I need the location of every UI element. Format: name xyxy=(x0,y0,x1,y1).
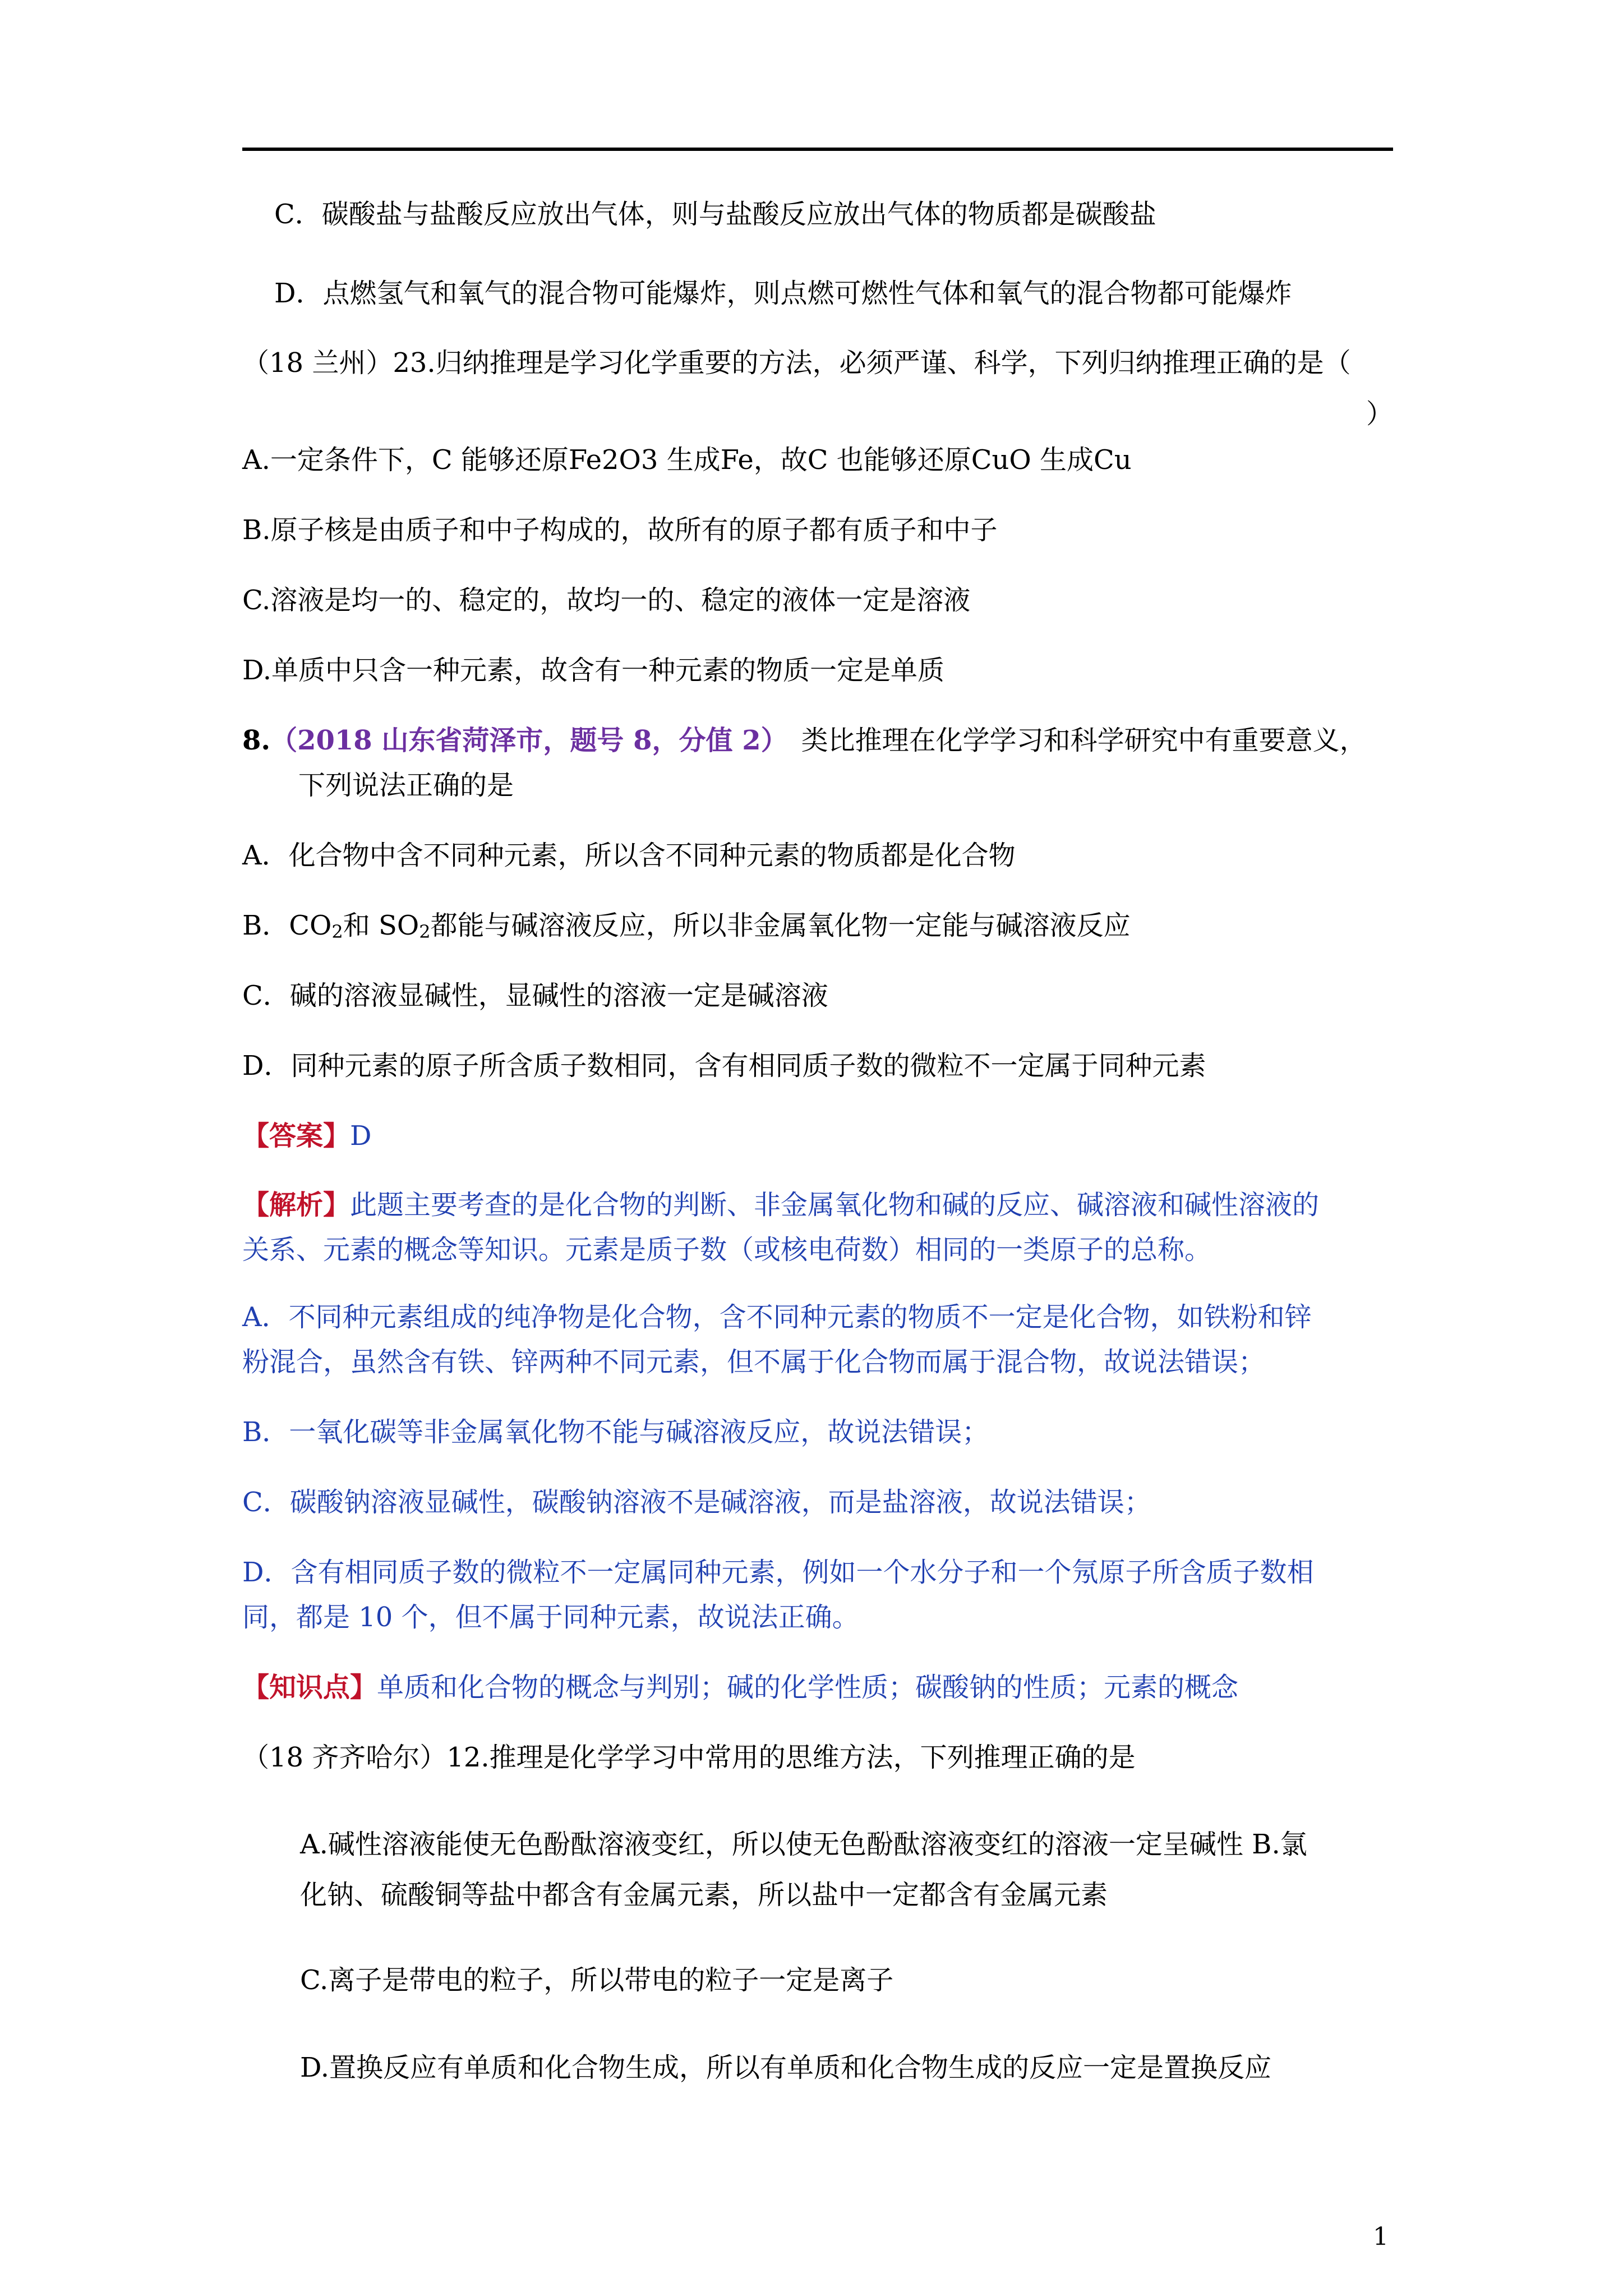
prev-option-d: D．点燃氢气和氧气的混合物可能爆炸，则点燃可燃性气体和氧气的混合物都可能爆炸 xyxy=(274,278,1292,309)
heze-option-a: A．化合物中含不同种元素，所以含不同种元素的物质都是化合物 xyxy=(242,840,1016,871)
lanzhou-close-paren: ） xyxy=(1366,398,1393,430)
analysis-line-1 xyxy=(242,1188,1319,1222)
answer-label: 【答案】 xyxy=(242,1120,351,1152)
qiqihar-option-ab-line-2: 化钠、硫酸铜等盐中都含有金属元素，所以盐中一定都含有金属元素 xyxy=(300,1879,1108,1911)
knowledge-point-label: 【知识点】 xyxy=(242,1672,377,1703)
lanzhou-option-a: A.一定条件下，C 能够还原Fe2O3 生成Fe，故C 也能够还原CuO 生成Cu xyxy=(242,444,1132,476)
heze-option-b xyxy=(242,909,1131,942)
explanation-b: B．一氧化碳等非金属氧化物不能与碱溶液反应，故说法错误； xyxy=(242,1416,989,1448)
lanzhou-option-b: B.原子核是由质子和中子构成的，故所有的原子都有质子和中子 xyxy=(242,514,998,546)
option-b-text-1: B．CO xyxy=(242,910,332,941)
heze-option-d: D．同种元素的原子所含质子数相同，含有相同质子数的微粒不一定属于同种元素 xyxy=(242,1050,1206,1082)
explanation-a-line-1: A．不同种元素组成的纯净物是化合物，含不同种元素的物质不一定是化合物，如铁粉和锌 xyxy=(242,1301,1312,1333)
question-stem-part: 类比推理在化学学习和科学研究中有重要意义， xyxy=(801,725,1367,756)
explanation-d-line-2: 同，都是 10 个，但不属于同种元素，故说法正确。 xyxy=(242,1602,859,1633)
question-number: 8. xyxy=(242,725,271,756)
qiqihar-option-d: D.置换反应有单质和化合物生成，所以有单质和化合物生成的反应一定是置换反应 xyxy=(300,2052,1272,2083)
explanation-c: C．碳酸钠溶液显碱性，碳酸钠溶液不是碱溶液，而是盐溶液，故说法错误； xyxy=(242,1487,1151,1518)
heze-option-c: C．碱的溶液显碱性，显碱性的溶液一定是碱溶液 xyxy=(242,980,828,1011)
analysis-text: 此题主要考查的是化合物的判断、非金属氧化物和碱的反应、碱溶液和碱性溶液的 xyxy=(350,1189,1320,1221)
knowledge-point-line xyxy=(242,1671,1238,1704)
knowledge-point-text: 单质和化合物的概念与判别；碱的化学性质；碳酸钠的性质；元素的概念 xyxy=(377,1672,1239,1703)
explanation-d-line-1: D．含有相同质子数的微粒不一定属同种元素，例如一个水分子和一个氖原子所含质子数相 xyxy=(242,1557,1314,1588)
page-number: 1 xyxy=(1373,2223,1389,2251)
analysis-label: 【解析】 xyxy=(242,1189,351,1221)
lanzhou-question-stem: （18 兰州）23.归纳推理是学习化学重要的方法，必须严谨、科学，下列归纳推理正确的是（ xyxy=(242,347,1351,379)
option-b-text-2: 和 SO xyxy=(343,910,419,941)
analysis-line-2: 关系、元素的概念等知识。元素是质子数（或核电荷数）相同的一类原子的总称。 xyxy=(242,1234,1212,1266)
lanzhou-option-d: D.单质中只含一种元素，故含有一种元素的物质一定是单质 xyxy=(242,655,945,686)
heze-question-line-1 xyxy=(242,724,1367,757)
answer-value: D xyxy=(350,1120,372,1152)
answer-line xyxy=(242,1119,372,1153)
qiqihar-option-ab-line-1: A.碱性溶液能使无色酚酞溶液变红，所以使无色酚酞溶液变红的溶液一定呈碱性 B.氯 xyxy=(300,1829,1307,1860)
heze-question-line-2: 下列说法正确的是 xyxy=(298,770,514,801)
qiqihar-question-stem: （18 齐齐哈尔）12.推理是化学学习中常用的思维方法，下列推理正确的是 xyxy=(242,1742,1136,1773)
lanzhou-option-c: C.溶液是均一的、稳定的，故均一的、稳定的液体一定是溶液 xyxy=(242,585,971,616)
option-b-text-3: 都能与碱溶液反应，所以非金属氧化物一定能与碱溶液反应 xyxy=(430,910,1131,941)
prev-option-c: C．碳酸盐与盐酸反应放出气体，则与盐酸反应放出气体的物质都是碳酸盐 xyxy=(274,199,1156,230)
subscript: 2 xyxy=(419,921,431,942)
question-source: （2018 山东省菏泽市，题号 8，分值 2） xyxy=(270,725,788,756)
subscript: 2 xyxy=(331,921,343,942)
header-rule xyxy=(242,148,1393,151)
qiqihar-option-c: C.离子是带电的粒子，所以带电的粒子一定是离子 xyxy=(300,1964,894,1996)
explanation-a-line-2: 粉混合，虽然含有铁、锌两种不同元素，但不属于化合物而属于混合物，故说法错误； xyxy=(242,1346,1266,1378)
